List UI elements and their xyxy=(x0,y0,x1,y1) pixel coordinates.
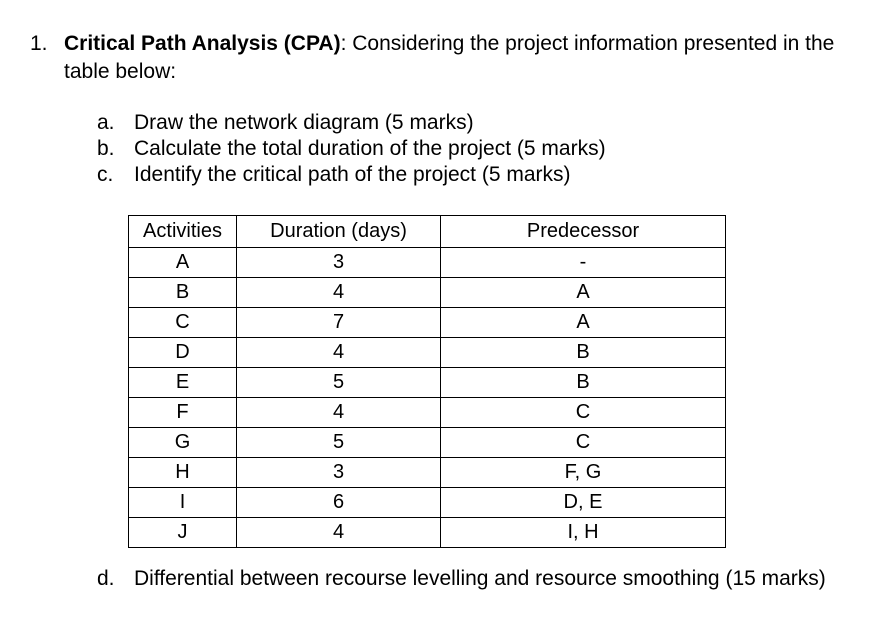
sub-question-letter: b. xyxy=(97,137,115,160)
activity-cell: A xyxy=(129,248,237,278)
table-row xyxy=(129,248,726,278)
activity-cell: C xyxy=(129,308,237,338)
header-duration: Duration (days) xyxy=(237,216,441,248)
question-body: : Considering the project information presented in the table below: xyxy=(64,32,835,83)
predecessor-cell: A xyxy=(441,278,726,308)
table-row xyxy=(129,368,726,398)
sub-question-text: Calculate the total duration of the project (5 marks) xyxy=(134,137,606,160)
duration-cell: 5 xyxy=(237,428,441,458)
predecessor-cell: A xyxy=(441,308,726,338)
sub-question-text: Identify the critical path of the project (5 marks) xyxy=(134,163,571,186)
predecessor-cell: B xyxy=(441,338,726,368)
table-row xyxy=(129,518,726,548)
predecessor-cell: C xyxy=(441,398,726,428)
sub-question-text: Differential between recourse levelling and resource smoothing (15 marks) xyxy=(134,567,826,590)
sub-question-letter: d. xyxy=(97,567,115,590)
header-predecessor: Predecessor xyxy=(441,216,726,248)
project-activity-table xyxy=(128,215,726,548)
activity-cell: H xyxy=(129,458,237,488)
duration-cell: 4 xyxy=(237,398,441,428)
activity-cell: E xyxy=(129,368,237,398)
table-row xyxy=(129,428,726,458)
table-row xyxy=(129,458,726,488)
activity-cell: F xyxy=(129,398,237,428)
predecessor-cell: F, G xyxy=(441,458,726,488)
activity-cell: D xyxy=(129,338,237,368)
table-row xyxy=(129,488,726,518)
header-activities: Activities xyxy=(129,216,237,248)
sub-question-letter: a. xyxy=(97,111,115,134)
table-header-row xyxy=(129,216,726,248)
duration-cell: 3 xyxy=(237,248,441,278)
activity-cell: G xyxy=(129,428,237,458)
duration-cell: 6 xyxy=(237,488,441,518)
activity-cell: J xyxy=(129,518,237,548)
table-row xyxy=(129,398,726,428)
sub-question-text: Draw the network diagram (5 marks) xyxy=(134,111,474,134)
activity-cell: I xyxy=(129,488,237,518)
predecessor-cell: D, E xyxy=(441,488,726,518)
duration-cell: 4 xyxy=(237,518,441,548)
predecessor-cell: C xyxy=(441,428,726,458)
table-row xyxy=(129,338,726,368)
duration-cell: 4 xyxy=(237,338,441,368)
duration-cell: 5 xyxy=(237,368,441,398)
activity-cell: B xyxy=(129,278,237,308)
predecessor-cell: - xyxy=(441,248,726,278)
duration-cell: 4 xyxy=(237,278,441,308)
question-text xyxy=(64,30,864,86)
table-row xyxy=(129,278,726,308)
question-title: Critical Path Analysis (CPA) xyxy=(64,32,341,55)
sub-question-letter: c. xyxy=(97,163,114,186)
table-row xyxy=(129,308,726,338)
duration-cell: 7 xyxy=(237,308,441,338)
predecessor-cell: I, H xyxy=(441,518,726,548)
question-number: 1. xyxy=(30,32,48,55)
predecessor-cell: B xyxy=(441,368,726,398)
duration-cell: 3 xyxy=(237,458,441,488)
